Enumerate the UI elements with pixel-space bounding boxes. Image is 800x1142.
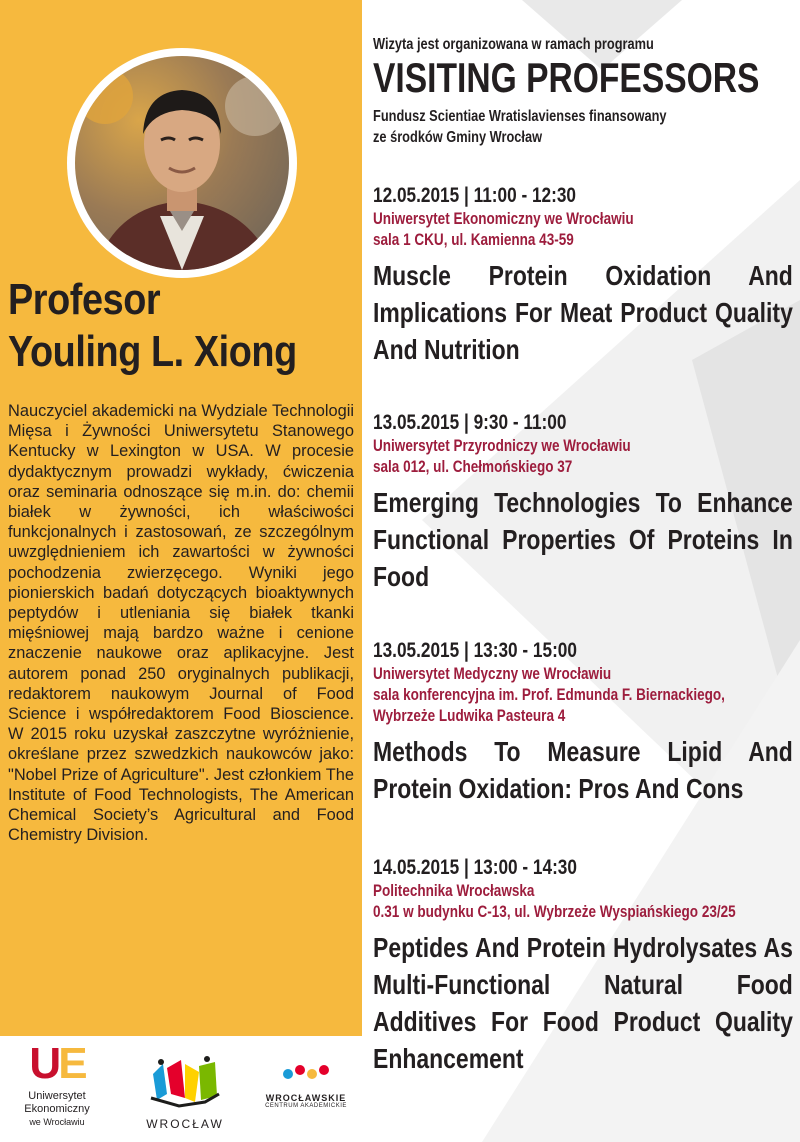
wca-line-2: CENTRUM AKADEMICKIE — [265, 1103, 347, 1109]
event-place-line: 0.31 w budynku C-13, ul. Wybrzeże Wyspiańskiego 23/25 — [373, 903, 736, 921]
event-place-line: Uniwersytet Ekonomiczny we Wrocławiu — [373, 210, 634, 228]
event-title: Methods To Measure Lipid And Protein Oxidation: Pros And Cons — [373, 736, 793, 804]
ue-mark: UE — [29, 1039, 85, 1088]
title-line-1: Profesor — [8, 275, 161, 324]
ue-line: we Wrocławiu — [29, 1117, 85, 1127]
wca-dots-icon — [276, 1064, 336, 1084]
portrait-frame — [67, 48, 297, 278]
ue-line: Ekonomiczny — [24, 1103, 90, 1115]
event-1 — [373, 183, 793, 368]
event-datetime: 13.05.2015 | 9:30 - 11:00 — [373, 411, 567, 434]
wca-line-1: WROCŁAWSKIE — [265, 1093, 347, 1103]
funding-line-1: Fundusz Scientiae Wratislavienses finansowany — [373, 108, 667, 125]
event-title: Peptides And Protein Hydrolysates As Multi-Functional Natural Food Additives For Food Product Quality Enhancement — [373, 932, 793, 1074]
event-title: Emerging Technologies To Enhance Functional Properties Of Proteins In Food — [373, 487, 793, 592]
event-datetime: 13.05.2015 | 13:30 - 15:00 — [373, 639, 577, 662]
wca-logo — [256, 1064, 356, 1109]
wroclaw-text: WROCŁAW — [146, 1117, 224, 1131]
event-place-line: Uniwersytet Przyrodniczy we Wrocławiu — [373, 437, 631, 455]
event-place-line: Uniwersytet Medyczny we Wrocławiu — [373, 665, 612, 683]
program-intro: Wizyta jest organizowana w ramach programu — [373, 36, 654, 53]
professor-name — [8, 274, 309, 378]
title-line-2: Youling L. Xiong — [8, 327, 297, 376]
event-place-line: sala konferencyjna im. Prof. Edmunda F. Biernackiego, — [373, 686, 725, 704]
event-place-line: sala 1 CKU, ul. Kamienna 43-59 — [373, 231, 574, 249]
event-3 — [373, 638, 793, 807]
program-title: VISITING PROFESSORS — [373, 54, 760, 101]
wroclaw-emblem-icon — [145, 1054, 225, 1112]
ue-line: Uniwersytet — [28, 1090, 86, 1102]
event-datetime: 14.05.2015 | 13:00 - 14:30 — [373, 856, 577, 879]
professor-portrait — [75, 56, 289, 270]
event-place-line: Politechnika Wrocławska — [373, 882, 535, 900]
funding-line-2: ze środków Gminy Wrocław — [373, 129, 543, 146]
event-4 — [373, 855, 793, 1077]
event-2 — [373, 410, 793, 595]
event-place-line: sala 012, ul. Chełmońskiego 37 — [373, 458, 573, 476]
funding-note — [373, 106, 667, 148]
ue-logo — [22, 1039, 92, 1128]
professor-bio: Nauczyciel akademicki na Wydziale Technologii Mięsa i Żywności Uniwersytetu Stanowego Kentucky w Lexington w USA. W procesie dydaktycznym prowadzi wykłady, ćwiczenia oraz seminaria odnoszące się m.in. do: chemii białek w żywności, ich właściwości funkcjonalnych i zastosowań, ze szczególnym uwzględnieniem ich zawartości w żywności pochodzenia zwierzęcego. Wyniki jego pionierskich badań dotyczących bioaktywnych peptydów i utleniania się białek tkanki mięśniowej mają bardzo ważne i cenione znaczenie naukowe oraz aplikacyjne. Jest autorem ponad 250 oryginalnych publikacji, redaktorem naukowym Journal of Food Science i współredaktorem Food Bioscience. W 2015 roku uzyskał zaszczytne wyróżnienie, określane przez szwedzkich naukowców jako: "Nobel Prize of Agriculture". Jest członkiem The Institute of Food Technologists, The American Chemical Society’s Agricultural and Food Chemistry Division. — [8, 402, 354, 845]
wroclaw-logo — [140, 1054, 230, 1131]
event-title: Muscle Protein Oxidation And Implications For Meat Product Quality And Nutrition — [373, 260, 793, 365]
event-datetime: 12.05.2015 | 11:00 - 12:30 — [373, 184, 577, 207]
partner-logos — [0, 1036, 362, 1142]
event-place-line: Wybrzeże Ludwika Pasteura 4 — [373, 707, 566, 725]
